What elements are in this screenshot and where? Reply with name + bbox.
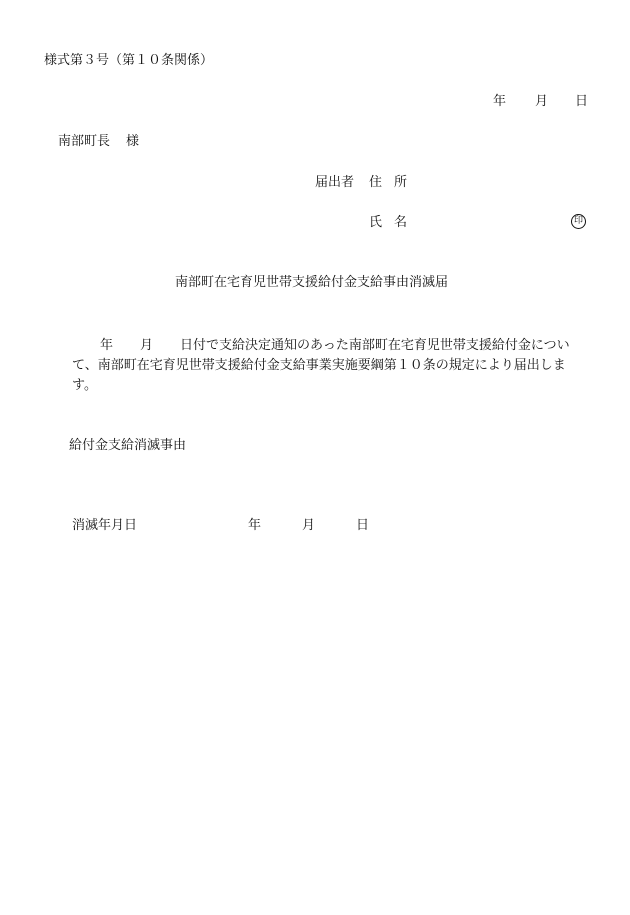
disappearance-year-label: 年 <box>248 518 262 533</box>
address-label-char-1: 住 <box>369 175 383 190</box>
disappearance-date-label: 消滅年月日 <box>72 518 138 533</box>
body-month-label: 月 <box>140 338 154 353</box>
name-label <box>369 216 407 229</box>
name-label-char-2: 名 <box>394 215 408 230</box>
disappearance-month-label: 月 <box>302 518 316 533</box>
body-line-2: て、南部町在宅育児世帯支援給付金支給事業実施要綱第１０条の規定により届出しま <box>72 358 566 373</box>
addressee-honorific: 様 <box>126 134 140 149</box>
document-title: 南部町在宅育児世帯支援給付金支給事由消滅届 <box>175 275 449 290</box>
body-line-1-text: 日付で支給決定通知のあった南部町在宅育児世帯支援給付金につい <box>180 338 570 353</box>
date-month-label: 月 <box>535 94 549 109</box>
body-line-1 <box>72 336 590 356</box>
body-paragraph <box>72 336 590 396</box>
seal-icon: 印 <box>571 214 586 229</box>
date-year-label: 年 <box>493 94 507 109</box>
body-line-3: す。 <box>72 378 97 393</box>
body-year-label: 年 <box>100 338 114 353</box>
reason-label: 給付金支給消滅事由 <box>69 438 187 453</box>
addressee-name: 南部町長 <box>58 134 111 149</box>
notifier-label: 届出者 <box>315 175 355 190</box>
disappearance-day-label: 日 <box>356 518 370 533</box>
date-day-label: 日 <box>575 94 589 109</box>
address-label <box>369 176 407 189</box>
name-label-char-1: 氏 <box>369 215 383 230</box>
form-number: 様式第３号（第１０条関係） <box>44 53 214 68</box>
address-label-char-2: 所 <box>394 175 408 190</box>
